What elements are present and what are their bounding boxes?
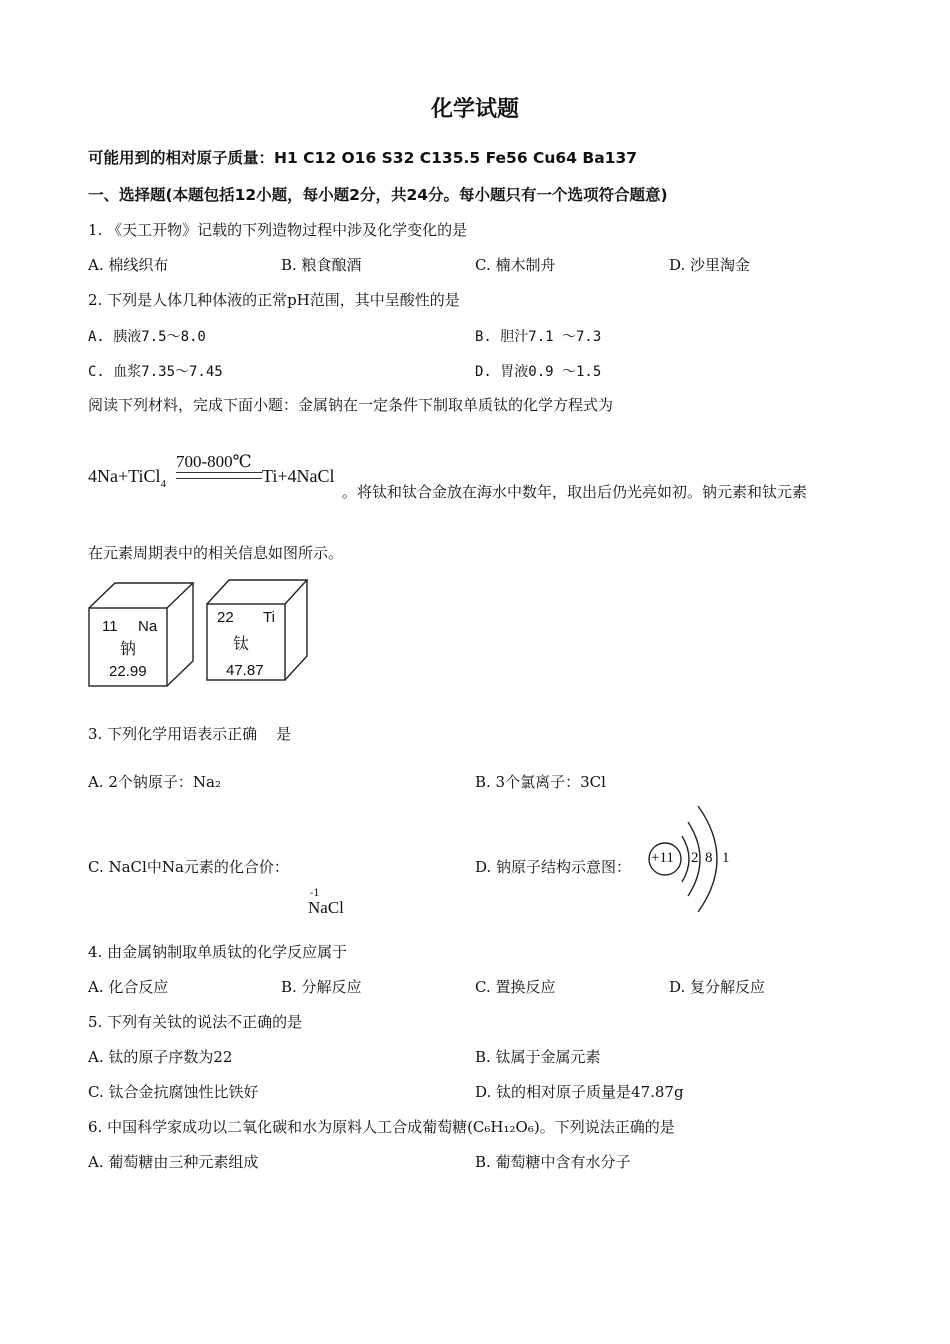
q3-valence-mark: -1 bbox=[310, 888, 320, 899]
q4-option-d: D. 复分解反应 bbox=[669, 978, 766, 996]
reading-line-3: 在元素周期表中的相关信息如图所示。 bbox=[88, 544, 344, 562]
q6-stem: 6. 中国科学家成功以二氧化碳和水为原料人工合成葡萄糖(C₆H₁₂O₆)。下列说法正确的是 bbox=[88, 1118, 675, 1136]
shell-3-electrons: 1 bbox=[722, 850, 730, 866]
sodium-symbol: Na bbox=[138, 618, 158, 635]
section-1-heading: 一、选择题(本题包括12小题，每小题2分，共24分。每小题只有一个选项符合题意) bbox=[88, 186, 668, 204]
q5-option-c: C. 钛合金抗腐蚀性比铁好 bbox=[88, 1083, 259, 1101]
q5-stem: 5. 下列有关钛的说法不正确的是 bbox=[88, 1013, 303, 1031]
q5-option-b: B. 钛属于金属元素 bbox=[475, 1048, 601, 1066]
equation-equals-sign bbox=[176, 472, 262, 479]
q3-option-d: D. 钠原子结构示意图： bbox=[475, 858, 632, 876]
titanium-symbol: Ti bbox=[263, 609, 275, 626]
sodium-atomic-number: 11 bbox=[102, 618, 118, 635]
q6-option-b: B. 葡萄糖中含有水分子 bbox=[475, 1153, 631, 1171]
sodium-name: 钠 bbox=[120, 639, 137, 658]
q2-option-c: C. 血浆7.35～7.45 bbox=[88, 364, 223, 380]
q4-option-a: A. 化合反应 bbox=[88, 978, 169, 996]
reading-intro: 阅读下列材料，完成下面小题：金属钠在一定条件下制取单质钛的化学方程式为 bbox=[88, 396, 614, 414]
shell-1-electrons: 2 bbox=[691, 850, 699, 866]
q3-option-b: B. 3个氯离子：3Cl bbox=[475, 773, 606, 791]
q1-option-b: B. 粮食酿酒 bbox=[281, 256, 362, 274]
titanium-atomic-number: 22 bbox=[217, 609, 234, 626]
q3-stem: 3. 下列化学用语表示正确 是 bbox=[88, 725, 292, 743]
q3-option-c: C. NaCl中Na元素的化合价： bbox=[88, 858, 289, 876]
q4-option-b: B. 分解反应 bbox=[281, 978, 362, 996]
shell-2-electrons: 8 bbox=[705, 850, 713, 866]
q3-formula: NaCl bbox=[308, 898, 344, 917]
q4-option-c: C. 置换反应 bbox=[475, 978, 556, 996]
q3-option-a: A. 2个钠原子：Na₂ bbox=[88, 773, 221, 791]
q4-stem: 4. 由金属钠制取单质钛的化学反应属于 bbox=[88, 943, 348, 961]
q5-option-d: D. 钛的相对原子质量是47.87g bbox=[475, 1083, 684, 1101]
electron-shell-1 bbox=[682, 836, 689, 882]
q1-option-d: D. 沙里淘金 bbox=[669, 256, 751, 274]
q6-option-a: A. 葡萄糖由三种元素组成 bbox=[88, 1153, 259, 1171]
q1-option-c: C. 楠木制舟 bbox=[475, 256, 556, 274]
atomic-masses-line: 可能用到的相对原子质量：H1 C12 O16 S32 C135.5 Fe56 Cu64 Ba137 bbox=[88, 149, 638, 167]
q1-option-a: A. 棉线织布 bbox=[88, 256, 169, 274]
q2-option-a: A. 胰液7.5～8.0 bbox=[88, 329, 206, 345]
q2-stem: 2. 下列是人体几种体液的正常pH范围，其中呈酸性的是 bbox=[88, 291, 460, 309]
equation-condition: 700-800℃ bbox=[176, 452, 252, 471]
q2-option-b: B. 胆汁7.1 ～7.3 bbox=[475, 329, 602, 345]
titanium-name: 钛 bbox=[233, 634, 250, 653]
q2-option-d: D. 胃液0.9 ～1.5 bbox=[475, 364, 602, 380]
equation-right: Ti+4NaCl bbox=[262, 466, 335, 486]
q5-option-a: A. 钛的原子序数为22 bbox=[88, 1048, 233, 1066]
equation-left: 4Na+TiCl$_4$ bbox=[88, 466, 167, 490]
nucleus-charge: +11 bbox=[651, 850, 674, 866]
reading-after-equation: 。将钛和钛合金放在海水中数年，取出后仍光亮如初。钠元素和钛元素 bbox=[342, 483, 808, 501]
titanium-mass: 47.87 bbox=[226, 662, 264, 679]
page-title: 化学试题 bbox=[430, 97, 519, 122]
q1-stem: 1. 《天工开物》记载的下列造物过程中涉及化学变化的是 bbox=[88, 221, 468, 239]
sodium-mass: 22.99 bbox=[109, 663, 147, 680]
